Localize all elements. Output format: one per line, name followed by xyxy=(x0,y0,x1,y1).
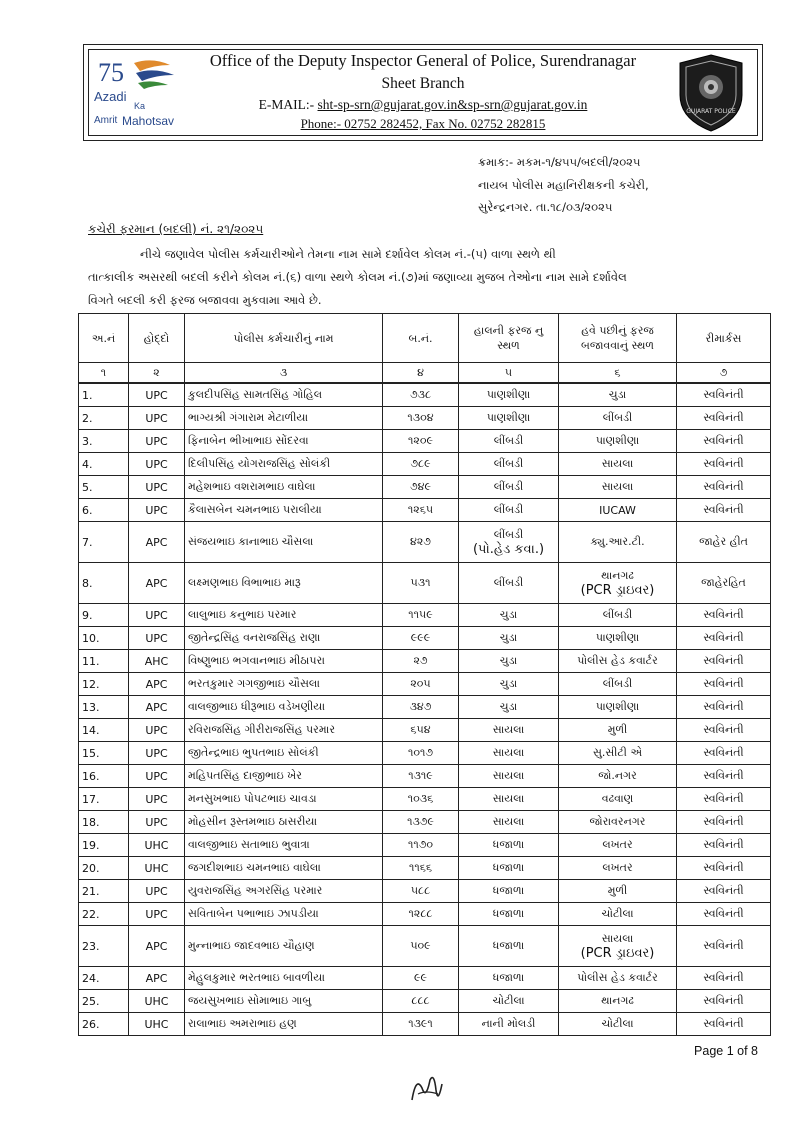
cell-serial: 14. xyxy=(79,719,129,742)
cell-remarks: સ્વવિનંતી xyxy=(677,967,771,990)
cell-current-posting: ધજાળા xyxy=(459,857,559,880)
svg-text:Azadi: Azadi xyxy=(94,89,127,104)
cell-buckle-number: ૧૩૧૯ xyxy=(383,765,459,788)
cell-remarks: સ્વવિનંતી xyxy=(677,383,771,407)
cell-next-posting: ચોટીલા xyxy=(559,903,677,926)
cell-designation: UHC xyxy=(129,1013,185,1036)
cell-buckle-number: ૩૪૭ xyxy=(383,696,459,719)
paragraph-line-1: નીચે જણાવેલ પોલીસ કર્મચારીઓને તેમના નામ સામે દર્શાવેલ કોલમ નં.-(૫) વાળા સ્થળે થી xyxy=(140,247,556,261)
cell-next-posting: વઢવાણ xyxy=(559,788,677,811)
reference-office: નાયબ પોલીસ મહાનિરીક્ષકની કચેરી, xyxy=(478,178,649,192)
cell-remarks: સ્વવિનંતી xyxy=(677,926,771,967)
cell-next-posting xyxy=(559,926,677,967)
table-row xyxy=(79,834,771,857)
col-number: ૨ xyxy=(129,363,185,384)
cell-next-posting xyxy=(559,563,677,604)
col-number: ૧ xyxy=(79,363,129,384)
header-employee-name: પોલીસ કર્મચારીનું નામ xyxy=(185,314,383,363)
cell-next-posting: સાયલા xyxy=(559,453,677,476)
gujarat-police-emblem xyxy=(670,51,752,135)
cell-next-posting: પોલીસ હેડ કવાર્ટર xyxy=(559,967,677,990)
cell-serial: 6. xyxy=(79,499,129,522)
cell-serial: 8. xyxy=(79,563,129,604)
svg-text:75: 75 xyxy=(98,58,124,87)
table-row xyxy=(79,499,771,522)
cell-current-posting: ચુડા xyxy=(459,673,559,696)
cell-current-posting: ધજાળા xyxy=(459,926,559,967)
cell-current-posting: ધજાળા xyxy=(459,967,559,990)
reference-place-date: સુરેન્દ્રનગર. તા.૧૮/૦૩/૨૦૨૫ xyxy=(478,200,613,214)
table-row xyxy=(79,1013,771,1036)
cell-serial: 2. xyxy=(79,407,129,430)
cell-employee-name: મનસુખભાઇ પોપટભાઇ ચાવડા xyxy=(185,788,383,811)
cell-buckle-number: ૮૮૮ xyxy=(383,990,459,1013)
header-line: સ્થળ xyxy=(497,339,520,352)
cell-remarks: સ્વવિનંતી xyxy=(677,880,771,903)
cell-next-posting-line-1: સાયલા xyxy=(601,931,634,945)
cell-serial: 1. xyxy=(79,383,129,407)
cell-current-posting: સાયલા xyxy=(459,811,559,834)
table-row xyxy=(79,383,771,407)
cell-employee-name: કુલદીપસિંહ સામતસિંહ ગોહિલ xyxy=(185,383,383,407)
cell-remarks: સ્વવિનંતી xyxy=(677,811,771,834)
cell-serial: 19. xyxy=(79,834,129,857)
cell-buckle-number: ૭૮૯ xyxy=(383,453,459,476)
table-row xyxy=(79,430,771,453)
cell-remarks: સ્વવિનંતી xyxy=(677,857,771,880)
cell-designation: APC xyxy=(129,522,185,563)
cell-designation: UPC xyxy=(129,765,185,788)
cell-buckle-number: ૪૨૭ xyxy=(383,522,459,563)
cell-employee-name: મહેશભાઇ વશરામભાઇ વાઘેલા xyxy=(185,476,383,499)
cell-employee-name: ભરતકુમાર ગગજીભાઇ ચૌસલા xyxy=(185,673,383,696)
cell-buckle-number: ૧૦૧૭ xyxy=(383,742,459,765)
col-number: ૫ xyxy=(459,363,559,384)
email-line xyxy=(84,97,762,113)
cell-designation: UPC xyxy=(129,719,185,742)
cell-employee-name: ફિનાબેન ભીખાભાઇ સોંદરવા xyxy=(185,430,383,453)
cell-current-posting-line-2: (પો.હેડ કવા.) xyxy=(472,541,545,557)
cell-serial: 5. xyxy=(79,476,129,499)
cell-serial: 23. xyxy=(79,926,129,967)
cell-remarks: સ્વવિનંતી xyxy=(677,499,771,522)
cell-buckle-number: ૯૯ xyxy=(383,967,459,990)
page-number: Page 1 of 8 xyxy=(694,1044,758,1058)
cell-employee-name: લાલુભાઇ કનુભાઇ પરમાર xyxy=(185,604,383,627)
email-label: E-MAIL:- xyxy=(258,97,318,112)
cell-next-posting: થાનગઢ xyxy=(559,990,677,1013)
cell-designation: UHC xyxy=(129,834,185,857)
cell-remarks: સ્વવિનંતી xyxy=(677,650,771,673)
header-designation: હોદ્દો xyxy=(129,314,185,363)
cell-serial: 10. xyxy=(79,627,129,650)
handwritten-signature xyxy=(404,1070,448,1110)
table-row xyxy=(79,563,771,604)
cell-employee-name: મુન્નાભાઇ જાદવભાઇ ચૌહાણ xyxy=(185,926,383,967)
cell-remarks: જાહેર હીત xyxy=(677,522,771,563)
cell-buckle-number: ૧૩૯૧ xyxy=(383,1013,459,1036)
col-number: ૩ xyxy=(185,363,383,384)
table-row xyxy=(79,857,771,880)
table-header-row xyxy=(79,314,771,363)
cell-designation: UPC xyxy=(129,903,185,926)
cell-current-posting: લીંબડી xyxy=(459,499,559,522)
cell-next-posting: ક્યુ.આર.ટી. xyxy=(559,522,677,563)
cell-current-posting-line-1: લીંબડી xyxy=(493,527,524,541)
table-row xyxy=(79,407,771,430)
table-row xyxy=(79,522,771,563)
cell-serial: 3. xyxy=(79,430,129,453)
cell-buckle-number: ૫૩૧ xyxy=(383,563,459,604)
cell-employee-name: રાલાભાઇ અમરાભાઇ હણ xyxy=(185,1013,383,1036)
cell-remarks: સ્વવિનંતી xyxy=(677,407,771,430)
cell-next-posting-line-2: (PCR ડ્રાઇવર) xyxy=(580,582,655,598)
cell-remarks: સ્વવિનંતી xyxy=(677,453,771,476)
table-row xyxy=(79,650,771,673)
cell-next-posting: મુળી xyxy=(559,880,677,903)
cell-designation: UHC xyxy=(129,857,185,880)
cell-next-posting: લીંબડી xyxy=(559,673,677,696)
cell-serial: 18. xyxy=(79,811,129,834)
table-row xyxy=(79,788,771,811)
cell-current-posting: નાની મોલડી xyxy=(459,1013,559,1036)
cell-current-posting: પાણશીણા xyxy=(459,383,559,407)
col-number: ૪ xyxy=(383,363,459,384)
cell-next-posting: ચુડા xyxy=(559,383,677,407)
header-current-posting xyxy=(459,314,559,363)
cell-buckle-number: ૧૨૬૫ xyxy=(383,499,459,522)
cell-next-posting: પાણશીણા xyxy=(559,696,677,719)
cell-remarks: સ્વવિનંતી xyxy=(677,990,771,1013)
cell-next-posting: લખતર xyxy=(559,834,677,857)
cell-employee-name: જગદીશભાઇ ચમનભાઇ વાઘેલા xyxy=(185,857,383,880)
transfer-table xyxy=(78,313,771,1036)
cell-buckle-number: ૨૭ xyxy=(383,650,459,673)
table-row xyxy=(79,811,771,834)
cell-buckle-number: ૯૯૯ xyxy=(383,627,459,650)
cell-serial: 11. xyxy=(79,650,129,673)
cell-serial: 4. xyxy=(79,453,129,476)
cell-current-posting: લીંબડી xyxy=(459,476,559,499)
header-remarks: રીમાર્કસ xyxy=(677,314,771,363)
cell-next-posting: સુ.સીટી એ xyxy=(559,742,677,765)
cell-current-posting: ચુડા xyxy=(459,696,559,719)
cell-employee-name: મહિપતસિંહ દાજીભાઇ ખેર xyxy=(185,765,383,788)
cell-current-posting: ધજાળા xyxy=(459,880,559,903)
cell-serial: 16. xyxy=(79,765,129,788)
cell-remarks: સ્વવિનંતી xyxy=(677,834,771,857)
cell-current-posting: ચુડા xyxy=(459,604,559,627)
column-number-row xyxy=(79,363,771,384)
cell-current-posting: ચોટીલા xyxy=(459,990,559,1013)
cell-designation: UPC xyxy=(129,604,185,627)
cell-serial: 12. xyxy=(79,673,129,696)
paragraph-line-3: વિગતે બદલી કરી ફરજ બજાવવા મુકવામા આવે છે. xyxy=(88,293,322,307)
cell-designation: UPC xyxy=(129,788,185,811)
cell-serial: 7. xyxy=(79,522,129,563)
reference-number: ક્રમાક:- મકમ-૧/૪૫૫/બદલી/૨૦૨૫ xyxy=(478,155,641,169)
cell-buckle-number: ૬૫૪ xyxy=(383,719,459,742)
cell-next-posting: ચોટીલા xyxy=(559,1013,677,1036)
cell-next-posting: પોલીસ હેડ કવાર્ટર xyxy=(559,650,677,673)
cell-buckle-number: ૭૩૮ xyxy=(383,383,459,407)
cell-designation: UPC xyxy=(129,742,185,765)
cell-serial: 13. xyxy=(79,696,129,719)
cell-current-posting: લીંબડી xyxy=(459,563,559,604)
cell-buckle-number: ૧૩૭૯ xyxy=(383,811,459,834)
cell-buckle-number: ૨૦૫ xyxy=(383,673,459,696)
svg-text:Mahotsav: Mahotsav xyxy=(122,114,175,128)
cell-designation: UPC xyxy=(129,453,185,476)
cell-buckle-number: ૫૮૮ xyxy=(383,880,459,903)
cell-serial: 24. xyxy=(79,967,129,990)
header-line: બજાવવાનું સ્થળ xyxy=(581,339,654,352)
table-row xyxy=(79,604,771,627)
table-row xyxy=(79,453,771,476)
cell-next-posting: IUCAW xyxy=(559,499,677,522)
cell-employee-name: વાલજીભાઇ ધીરૂભાઇ વડેખણીયા xyxy=(185,696,383,719)
cell-buckle-number: ૧૨૦૯ xyxy=(383,430,459,453)
cell-next-posting: લીંબડી xyxy=(559,604,677,627)
cell-buckle-number: ૧૧૫૯ xyxy=(383,604,459,627)
paragraph-line-2: તાત્કાલીક અસરથી બદલી કરીને કોલમ નં.(૬) વાળા સ્થળે કોલમ નં.(૭)માં જણાવ્યા મુજબ તેઓના નામ સામે દર્શાવેલ xyxy=(88,270,627,284)
cell-next-posting: જોરાવરનગર xyxy=(559,811,677,834)
cell-employee-name: ભાગ્યશ્રી ગંગારામ મેટાળીયા xyxy=(185,407,383,430)
table-row xyxy=(79,742,771,765)
cell-serial: 26. xyxy=(79,1013,129,1036)
cell-designation: AHC xyxy=(129,650,185,673)
header-serial: અ.નં xyxy=(79,314,129,363)
cell-remarks: જાહેરહિત xyxy=(677,563,771,604)
cell-designation: UPC xyxy=(129,880,185,903)
cell-serial: 20. xyxy=(79,857,129,880)
table-row xyxy=(79,476,771,499)
cell-serial: 22. xyxy=(79,903,129,926)
svg-text:Amrit: Amrit xyxy=(94,115,118,126)
cell-current-posting: પાણશીણા xyxy=(459,407,559,430)
cell-next-posting: પાણશીણા xyxy=(559,430,677,453)
cell-next-posting: જો.નગર xyxy=(559,765,677,788)
table-row xyxy=(79,673,771,696)
cell-employee-name: વાલજીભાઇ સતાભાઇ ભુવાત્રા xyxy=(185,834,383,857)
cell-remarks: સ્વવિનંતી xyxy=(677,903,771,926)
cell-remarks: સ્વવિનંતી xyxy=(677,742,771,765)
cell-designation: UPC xyxy=(129,430,185,453)
cell-current-posting: ચુડા xyxy=(459,627,559,650)
header-buckle-number: બ.નં. xyxy=(383,314,459,363)
cell-next-posting: લીંબડી xyxy=(559,407,677,430)
cell-designation: UPC xyxy=(129,499,185,522)
cell-current-posting: સાયલા xyxy=(459,788,559,811)
cell-designation: APC xyxy=(129,967,185,990)
cell-next-posting: સાયલા xyxy=(559,476,677,499)
cell-next-posting: લખતર xyxy=(559,857,677,880)
letterhead xyxy=(83,44,763,141)
col-number: ૭ xyxy=(677,363,771,384)
header-line: હવે પછીનું ફરજ xyxy=(581,324,654,337)
cell-designation: UPC xyxy=(129,383,185,407)
cell-designation: UPC xyxy=(129,627,185,650)
cell-current-posting: સાયલા xyxy=(459,765,559,788)
table-row xyxy=(79,903,771,926)
cell-designation: UPC xyxy=(129,407,185,430)
cell-current-posting: લીંબડી xyxy=(459,430,559,453)
cell-serial: 25. xyxy=(79,990,129,1013)
cell-employee-name: કૈલાસબેન ચમનભાઇ પરાલીયા xyxy=(185,499,383,522)
table-row xyxy=(79,926,771,967)
cell-current-posting: લીંબડી xyxy=(459,453,559,476)
cell-next-posting-line-1: થાનગઢ xyxy=(601,568,634,582)
cell-buckle-number: ૧૦૩૬ xyxy=(383,788,459,811)
cell-employee-name: સંજયભાઇ કાનાભાઇ ચૌસલા xyxy=(185,522,383,563)
cell-serial: 9. xyxy=(79,604,129,627)
cell-remarks: સ્વવિનંતી xyxy=(677,627,771,650)
cell-designation: APC xyxy=(129,563,185,604)
cell-employee-name: યુવરાજસિંહ અગરસિંહ પરમાર xyxy=(185,880,383,903)
cell-employee-name: જીતેન્દ્રભાઇ ભુપતભાઇ સોલંકી xyxy=(185,742,383,765)
cell-buckle-number: ૧૧૬૬ xyxy=(383,857,459,880)
cell-next-posting-line-2: (PCR ડ્રાઇવર) xyxy=(580,945,655,961)
cell-next-posting: પાણશીણા xyxy=(559,627,677,650)
table-row xyxy=(79,627,771,650)
cell-remarks: સ્વવિનંતી xyxy=(677,430,771,453)
cell-remarks: સ્વવિનંતી xyxy=(677,1013,771,1036)
cell-buckle-number: ૧૧૭૦ xyxy=(383,834,459,857)
cell-employee-name: જીતેન્દ્રસિંહ વનરાજસિંહ રાણા xyxy=(185,627,383,650)
header-next-posting xyxy=(559,314,677,363)
cell-buckle-number: ૧૩૦૪ xyxy=(383,407,459,430)
svg-text:Ka: Ka xyxy=(134,101,146,111)
table-row xyxy=(79,765,771,788)
cell-remarks: સ્વવિનંતી xyxy=(677,788,771,811)
cell-employee-name: દિલીપસિંહ યોગરાજસિંહ સોલંકી xyxy=(185,453,383,476)
cell-current-posting: ધજાળા xyxy=(459,903,559,926)
cell-remarks: સ્વવિનંતી xyxy=(677,673,771,696)
cell-current-posting: ચુડા xyxy=(459,650,559,673)
table-row xyxy=(79,696,771,719)
cell-remarks: સ્વવિનંતી xyxy=(677,719,771,742)
cell-buckle-number: ૧૨૮૮ xyxy=(383,903,459,926)
cell-employee-name: મેહુલકુમાર ભરતભાઇ બાવળીયા xyxy=(185,967,383,990)
cell-employee-name: રવિરાજસિંહ ગીરીરાજસિંહ પરમાર xyxy=(185,719,383,742)
cell-buckle-number: ૫૦૯ xyxy=(383,926,459,967)
table-row xyxy=(79,719,771,742)
cell-current-posting xyxy=(459,522,559,563)
branch-name: Sheet Branch xyxy=(381,75,465,92)
cell-remarks: સ્વવિનંતી xyxy=(677,604,771,627)
order-title: કચેરી ફરમાન (બદલી) નં. ૨૧/૨૦૨૫ xyxy=(88,222,264,236)
cell-employee-name: મોહસીન રૂસ્તમભાઇ ઠાસરીયા xyxy=(185,811,383,834)
svg-text:GUJARAT POLICE: GUJARAT POLICE xyxy=(686,108,736,115)
header-line: હાલની ફરજ નુ xyxy=(473,324,544,337)
table-row xyxy=(79,990,771,1013)
cell-buckle-number: ૭૪૯ xyxy=(383,476,459,499)
cell-remarks: સ્વવિનંતી xyxy=(677,696,771,719)
cell-current-posting: સાયલા xyxy=(459,742,559,765)
cell-designation: UPC xyxy=(129,476,185,499)
cell-current-posting: સાયલા xyxy=(459,719,559,742)
cell-designation: UHC xyxy=(129,990,185,1013)
cell-employee-name: વિષ્ણુભાઇ ભગવાનભાઇ મીઠાપરા xyxy=(185,650,383,673)
cell-remarks: સ્વવિનંતી xyxy=(677,476,771,499)
cell-next-posting: મુળી xyxy=(559,719,677,742)
cell-serial: 17. xyxy=(79,788,129,811)
cell-designation: APC xyxy=(129,926,185,967)
phone-fax-line: Phone:- 02752 282452, Fax No. 02752 282815 xyxy=(300,116,546,131)
table-row xyxy=(79,967,771,990)
email-addresses-link[interactable]: sht-sp-srn@gujarat.gov.in&sp-srn@gujarat.gov.in xyxy=(317,97,588,112)
cell-remarks: સ્વવિનંતી xyxy=(677,765,771,788)
cell-employee-name: સવિતાબેન પભાભાઇ ઝાપડીયા xyxy=(185,903,383,926)
cell-designation: UPC xyxy=(129,811,185,834)
cell-designation: APC xyxy=(129,673,185,696)
cell-serial: 21. xyxy=(79,880,129,903)
cell-employee-name: લક્ષ્મણભાઇ વિભાભાઇ મારૂ xyxy=(185,563,383,604)
cell-current-posting: ધજાળા xyxy=(459,834,559,857)
office-name: Office of the Deputy Inspector General of Police, Surendranagar xyxy=(209,51,637,70)
cell-employee-name: જયસુખભાઇ સોમાભાઇ ગાબુ xyxy=(185,990,383,1013)
table-row xyxy=(79,880,771,903)
col-number: ૬ xyxy=(559,363,677,384)
cell-designation: APC xyxy=(129,696,185,719)
cell-serial: 15. xyxy=(79,742,129,765)
